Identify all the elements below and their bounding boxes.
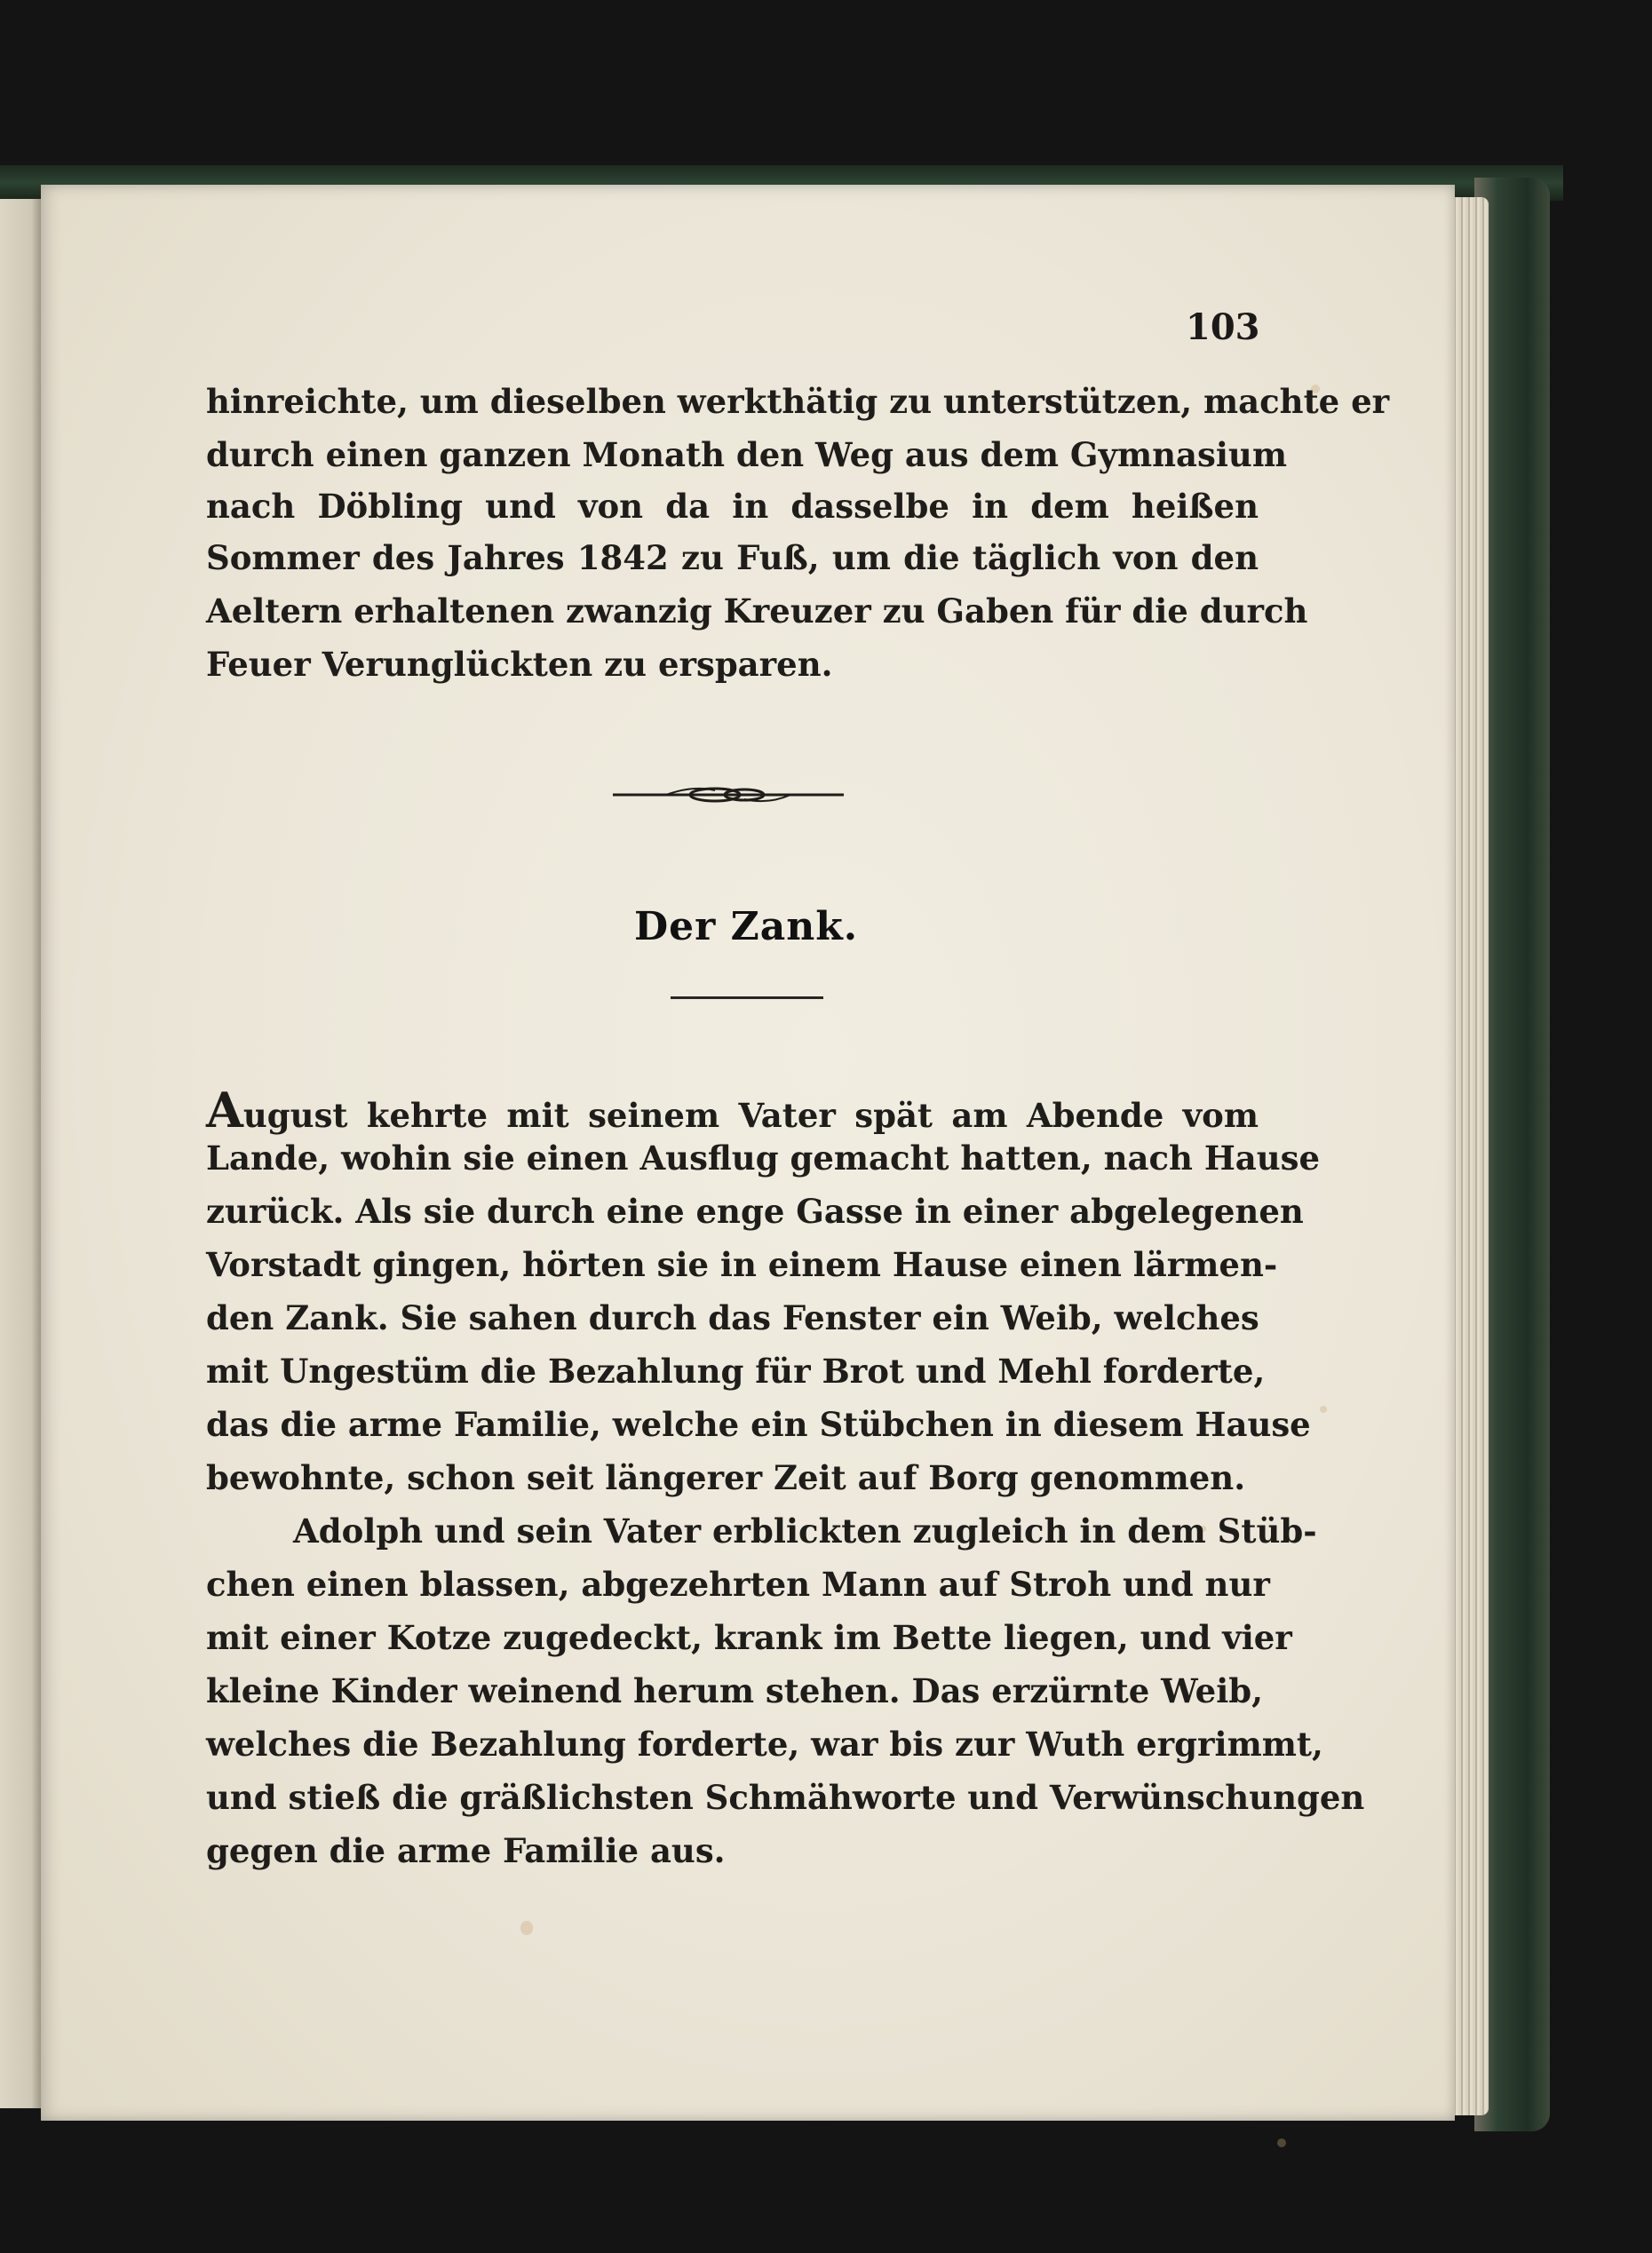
text-line: mit einer Kotze zugedeckt, krank im Bette liegen, und vier	[206, 1618, 1292, 1657]
text-line: Feuer Verunglückten zu ersparen.	[206, 645, 833, 684]
text-line: kleine Kinder weinend herum stehen. Das erzürnte Weib,	[206, 1671, 1263, 1710]
text-line: Sommer des Jahres 1842 zu Fuß, um die täglich von den	[206, 538, 1259, 577]
text-line: Aeltern erhaltenen zwanzig Kreuzer zu Gaben für die durch	[206, 591, 1308, 631]
text-line: das die arme Familie, welche ein Stübchen in diesem Hause	[206, 1405, 1311, 1444]
text-line: bewohnte, schon seit längerer Zeit auf Borg genommen.	[206, 1458, 1246, 1497]
text-line: durch einen ganzen Monath den Weg aus dem Gymnasium	[206, 435, 1287, 474]
text-line-first	[206, 1082, 1259, 1138]
text-line: Adolph und sein Vater erblickten zugleich in dem Stüb-	[293, 1511, 1317, 1551]
text-line: hinreichte, um dieselben werkthätig zu unterstützen, machte er	[206, 382, 1390, 421]
text-line: Lande, wohin sie einen Ausflug gemacht hatten, nach Hause	[206, 1138, 1321, 1178]
text-line: und stieß die gräßlichsten Schmähworte und Verwünschungen	[206, 1778, 1365, 1817]
text-line: gegen die arme Familie aus.	[206, 1831, 726, 1870]
text-line: nach Döbling und von da in dasselbe in dem heißen	[206, 487, 1259, 526]
section-title: Der Zank.	[633, 904, 859, 949]
text-line: zurück. Als sie durch eine enge Gasse in einer abgelegenen	[206, 1192, 1304, 1231]
title-rule	[671, 996, 823, 999]
left-page-edge	[0, 199, 44, 2108]
text-line: welches die Bezahlung forderte, war bis zur Wuth ergrimmt,	[206, 1725, 1323, 1764]
ornamental-divider	[613, 780, 844, 810]
text-line: den Zank. Sie sahen durch das Fenster ein Weib, welches	[206, 1298, 1259, 1337]
drop-cap: A	[206, 1082, 243, 1138]
text-line: Vorstadt gingen, hörten sie in einem Hause einen lärmen-	[206, 1245, 1278, 1284]
text-line: chen einen blassen, abgezehrten Mann auf Stroh und nur	[206, 1565, 1270, 1604]
page-number: 103	[1186, 306, 1260, 348]
text-line-rest: ugust kehrte mit seinem Vater spät am Abende vom	[242, 1096, 1259, 1135]
text-line: mit Ungestüm die Bezahlung für Brot und Mehl forderte,	[206, 1352, 1266, 1391]
